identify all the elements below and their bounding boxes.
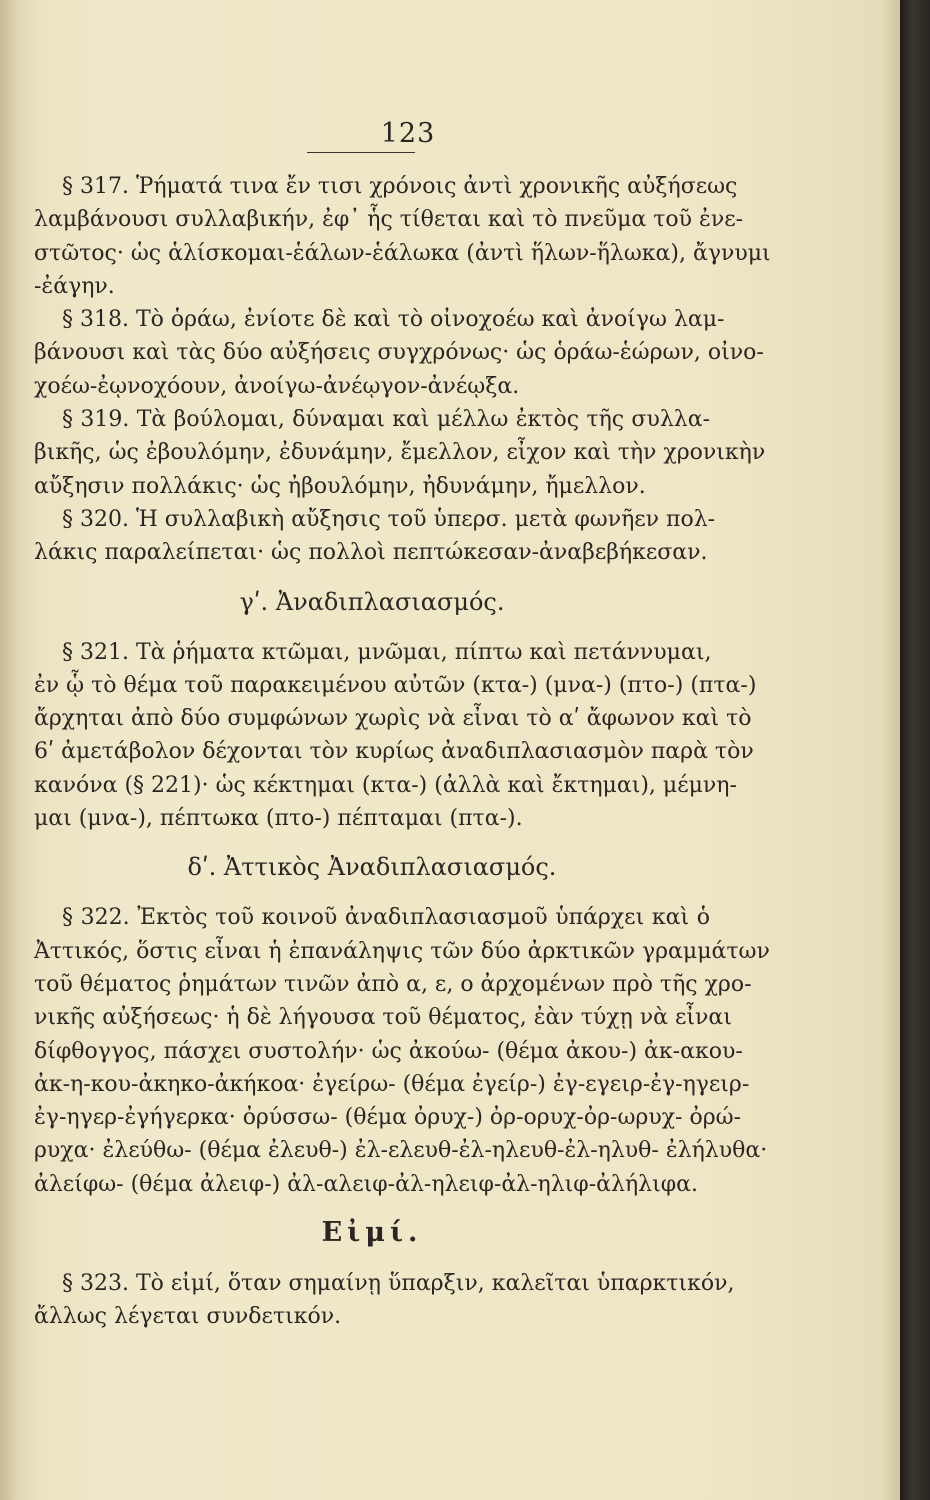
text-line: στῶτος· ὡς ἁλίσκομαι-ἑάλων-ἑάλωκα (ἀντὶ ἥλων-ἥλωκα), ἄγνυμι: [34, 240, 771, 266]
text-line: τοῦ θέματος ῥημάτων τινῶν ἀπὸ α, ε, ο ἀρχομένων πρὸ τῆς χρο-: [34, 971, 752, 997]
text-line: ἐγ-ηγερ-ἐγήγερκα· ὀρύσσω- (θέμα ὀρυχ-) ὀρ-ορυχ-ὀρ-ωρυχ- ὀρώ-: [34, 1105, 742, 1131]
text-line: § 317. Ῥήματά τινα ἔν τισι χρόνοις ἀντὶ χρονικῆς αὐξήσεως: [62, 174, 738, 199]
text-line: ἀλείφω- (θέμα ἀλειφ-) ἀλ-αλειφ-ἀλ-ηλειφ-ἀλ-ηλιφ-ἀλήλιφα.: [34, 1171, 698, 1197]
section-heading: Εἰμί.: [321, 1217, 423, 1249]
text-line: ἄλλως λέγεται συνδετικόν.: [34, 1304, 342, 1330]
text-line: χοέω-ἐῳνοχόουν, ἀνοίγω-ἀνέῳγον-ἀνέῳξα.: [34, 373, 520, 399]
text-line: αὔξησιν πολλάκις· ὡς ἠβουλόμην, ἠδυνάμην, ἤμελλον.: [34, 473, 646, 499]
text-line: -ἐάγην.: [34, 273, 115, 299]
section-heading: δʹ. Ἀττικὸς Ἀναδιπλασιασμός.: [187, 853, 557, 882]
text-line: ἀκ-η-κου-ἀκηκο-ἀκήκοα· ἐγείρω- (θέμα ἐγείρ-) ἐγ-εγειρ-ἐγ-ηγειρ-: [34, 1071, 750, 1097]
text-line: κανόνα (§ 221)· ὡς κέκτημαι (κτα-) (ἀλλὰ καὶ ἔκτημαι), μέμνη-: [34, 772, 737, 798]
header-rule: [307, 152, 415, 153]
page-gutter: [0, 0, 18, 1500]
text-line: βάνουσι καὶ τὰς δύο αὐξήσεις συγχρόνως· ὡς ὁράω-ἑώρων, οἰνο-: [34, 340, 764, 366]
text-line: § 322. Ἐκτὸς τοῦ κοινοῦ ἀναδιπλασιασμοῦ ὑπάρχει καὶ ὁ: [62, 905, 710, 931]
text-line: ἄρχηται ἀπὸ δύο συμφώνων χωρὶς νὰ εἶναι τὸ αʹ ἄφωνον καὶ τὸ: [34, 706, 752, 732]
book-edge: [900, 0, 930, 1500]
section-heading: γʹ. Ἀναδιπλασιασμός.: [239, 587, 505, 616]
text-line: λαμβάνουσι συλλαβικήν, ἐφ᾽ ἧς τίθεται καὶ τὸ πνεῦμα τοῦ ἐνε-: [34, 207, 744, 233]
text-line: § 321. Τὰ ῥήματα κτῶμαι, μνῶμαι, πίπτω καὶ πετάννυμαι,: [62, 639, 712, 665]
body-text: [34, 170, 771, 1334]
page-number: 123: [380, 118, 436, 149]
text-line: λάκις παραλείπεται· ὡς πολλοὶ πεπτώκεσαν-ἀναβεβήκεσαν.: [34, 540, 708, 566]
text-line: § 319. Τὰ βούλομαι, δύναμαι καὶ μέλλω ἐκτὸς τῆς συλλα-: [62, 407, 710, 433]
text-line: ρυχα· ἐλεύθω- (θέμα ἐλευθ-) ἐλ-ελευθ-ἐλ-ηλευθ-ἐλ-ηλυθ- ἐλήλυθα·: [34, 1138, 768, 1164]
text-line: § 323. Τὸ εἰμί, ὅταν σημαίνῃ ὕπαρξιν, καλεῖται ὑπαρκτικόν,: [62, 1271, 735, 1297]
text-line: δίφθογγος, πάσχει συστολήν· ὡς ἀκούω- (θέμα ἀκου-) ἀκ-ακου-: [34, 1038, 743, 1064]
text-line: § 318. Τὸ ὁράω, ἐνίοτε δὲ καὶ τὸ οἰνοχοέω καὶ ἀνοίγω λαμ-: [62, 307, 725, 333]
text-line: μαι (μνα-), πέπτωκα (πτο-) πέπταμαι (πτα-).: [34, 806, 523, 832]
text-line: § 320. Ἡ συλλαβικὴ αὔξησις τοῦ ὑπερσ. μετὰ φωνῆεν πολ-: [62, 506, 716, 532]
text-line: βικῆς, ὡς ἐβουλόμην, ἐδυνάμην, ἔμελλον, εἶχον καὶ τὴν χρονικὴν: [34, 440, 766, 466]
text-line: νικῆς αὐξήσεως· ἡ δὲ λήγουσα τοῦ θέματος, ἐὰν τύχῃ νὰ εἶναι: [34, 1005, 732, 1031]
text-line: ἐν ᾧ τὸ θέμα τοῦ παρακειμένου αὐτῶν (κτα-) (μνα-) (πτο-) (πτα-): [34, 672, 757, 698]
text-line: 6ʹ ἀμετάβολον δέχονται τὸν κυρίως ἀναδιπλασιασμὸν παρὰ τὸν: [34, 739, 754, 765]
text-line: Ἀττικός, ὅστις εἶναι ἡ ἐπανάληψις τῶν δύο ἀρκτικῶν γραμμάτων: [34, 938, 770, 964]
